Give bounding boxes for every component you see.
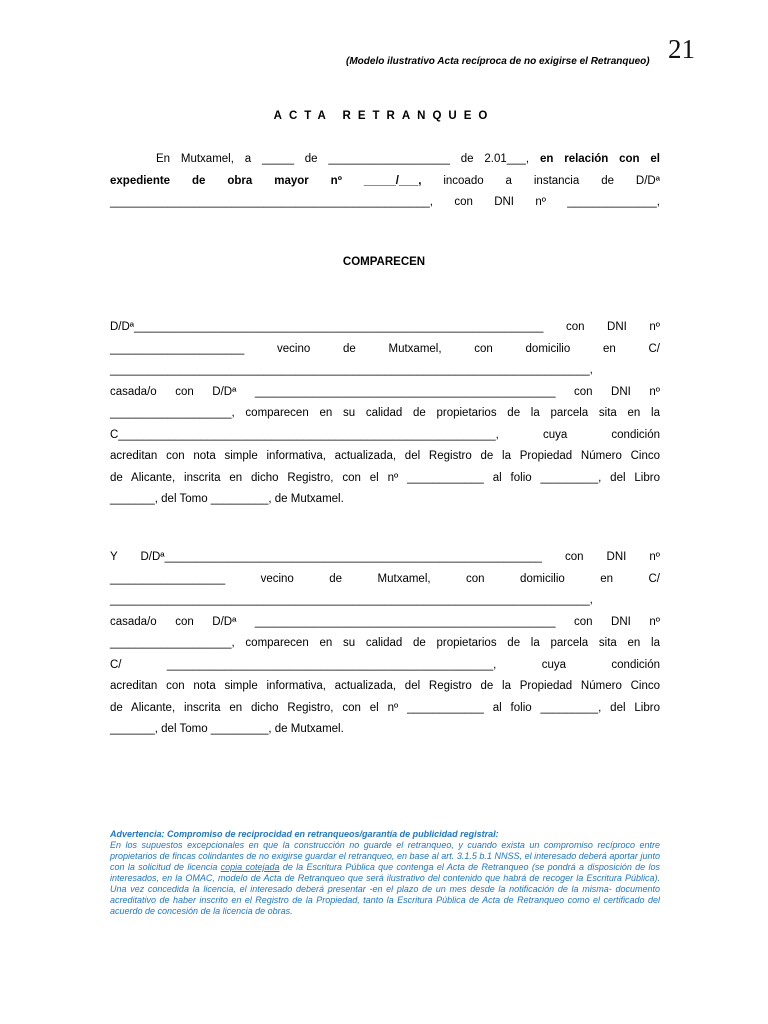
party-2-line: acreditan con nota simple informativa, actualizada, del Registro de la Propiedad Número Cinco (110, 680, 660, 692)
party-2-line: ___________________, comparecen en su calidad de propietarios de la parcela sita en la (110, 637, 660, 649)
warning-title: Advertencia: Compromiso de reciprocidad en retranqueos/garantía de publicidad registral: (110, 829, 499, 839)
party-2-line: C/ ___________________________________________________, cuya condición (110, 658, 660, 671)
intro-line-1-text: En Mutxamel, a _____ de ___________________ de 2.01___, (156, 153, 530, 165)
intro-line-2-text: incoado a instancia de D/Dª (421, 174, 660, 187)
party-1-line: _______, del Tomo _________, de Mutxamel. (110, 493, 344, 505)
party-2-paragraph (110, 547, 660, 741)
party-1-line: acreditan con nota simple informativa, actualizada, del Registro de la Propiedad Número Cinco (110, 450, 660, 462)
intro-line-1-bold: en relación con el (529, 153, 661, 165)
party-2-line: Y D/Dª___________________________________________________________ con DNI nº (110, 551, 660, 563)
party-2-line: de Alicante, inscrita en dicho Registro, con el nº ____________ al folio _________, del Libro (110, 701, 660, 714)
party-1-line: casada/o con D/Dª _______________________________________________ con DNI nº (110, 385, 660, 398)
page-number: 21 (668, 34, 695, 64)
comparecen-heading: COMPARECEN (342, 256, 426, 268)
party-1-line: _____________________ vecino de Mutxamel, con domicilio en C/ (110, 342, 660, 355)
document-title: ACTA RETRANQUEO (273, 110, 495, 122)
party-1-line: de Alicante, inscrita en dicho Registro, con el nº ____________ al folio _________, del Libro (110, 471, 660, 484)
intro-paragraph (110, 149, 660, 214)
party-1-line: C___________________________________________________________, cuya condición (110, 428, 660, 441)
party-1-paragraph (110, 317, 660, 511)
party-1-line: ___________________________________________________________________________, (110, 364, 593, 376)
intro-line-2-bold: expediente de obra mayor nº _____/___, (110, 174, 422, 187)
party-2-line: _______, del Tomo _________, de Mutxamel. (110, 723, 344, 735)
party-1-line: ___________________, comparecen en su calidad de propietarios de la parcela sita en la (110, 407, 660, 419)
warning-text-part: En los supuestos excepcionales en que la construcción no guarde el retranqueo, y cuando exista un compromiso recíproco entre propietarios de fincas colindantes de no exigirse guardar el retranqueo, en base al art. 3.1.5 b.1 NNSS, el interesado deberá aportar junto con la solicitud de licencia (110, 840, 660, 872)
warning-underlined-text: copia cotejada (220, 862, 280, 872)
warning-text-part: de la Escritura Pública que contenga el Acta de Retranqueo (se pondrá a disposición de los interesados, en la OMAC, modelo de Acta de Retranqueo que será ilustrativo del contenido que habrá de recoger la Escritura Pública). Una vez concedida la licencia, el interesado deberá presentar -en el plazo de un mes desde la notificación de la misma- documento acreditativo de haber inscrito en el Registro de la Propiedad, tanto la Escritura Pública de Acta de Retranqueo como el certificado del acuerdo de concesión de la licencia de obras. (110, 862, 661, 916)
intro-line-3: __________________________________________________, con DNI nº ______________, (110, 196, 660, 208)
party-2-line: casada/o con D/Dª _______________________________________________ con DNI nº (110, 615, 660, 628)
party-1-line: D/Dª________________________________________________________________ con DNI nº (110, 321, 660, 333)
party-2-line: ___________________________________________________________________________, (110, 594, 593, 606)
warning-text (110, 840, 660, 917)
intro-line-1 (110, 149, 660, 171)
party-2-line: __________________ vecino de Mutxamel, con domicilio en C/ (110, 572, 660, 585)
warning-note (110, 829, 660, 917)
intro-line-2 (110, 171, 660, 193)
header-note: (Modelo ilustrativo Acta recíproca de no exigirse el Retranqueo) (346, 56, 650, 67)
